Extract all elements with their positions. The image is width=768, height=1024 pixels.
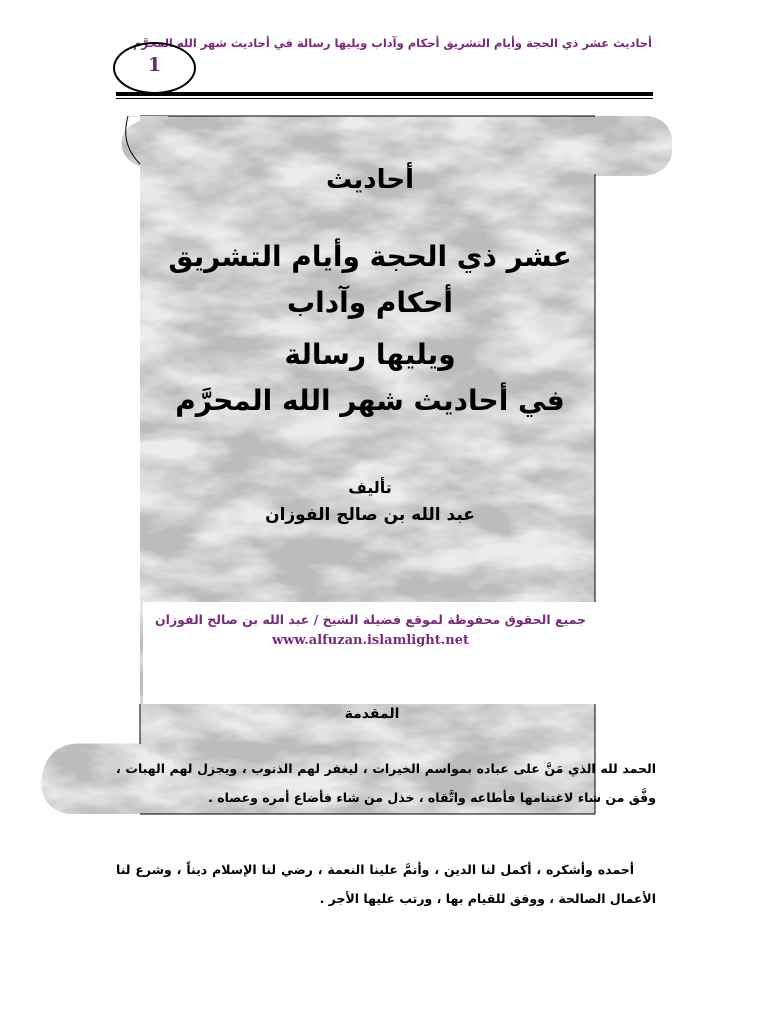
title-line-4: ويليها رسالة bbox=[284, 338, 456, 371]
running-header: أحاديث عشر ذي الحجة وأيام التشريق أحكام وآداب ويليها رسالة في أحاديث شهر الله المحرَّم bbox=[133, 36, 652, 50]
header-rule-thick bbox=[116, 92, 653, 96]
copyright-notice: جميع الحقوق محفوظة لموقع فضيلة الشيخ / عبد الله بن صالح الفوزان bbox=[154, 612, 587, 627]
website-link[interactable]: www.alfuzan.islamlight.net bbox=[271, 633, 470, 648]
author-label: تأليف bbox=[348, 478, 392, 497]
title-line-1: أحاديث bbox=[325, 165, 415, 195]
title-line-3: أحكام وآداب bbox=[287, 286, 453, 319]
author-name: عبد الله بن صالح الفوزان bbox=[265, 505, 475, 525]
intro-heading: المقدمة bbox=[344, 706, 400, 722]
intro-paragraph-1: الحمد لله الذي مَنَّ على عباده بمواسم الخيرات ، ليغفر لهم الذنوب ، ويجزل لهم الهبات ، وفَّق من شاء لاغتنامها فأطاعه واتَّقاه ، خذل من شاء فأضاع أمره وعصاه . bbox=[116, 761, 656, 805]
header-rule-thin bbox=[116, 98, 653, 99]
title-line-5: في أحاديث شهر الله المحرَّم bbox=[175, 384, 565, 417]
page-number: 1 bbox=[147, 54, 162, 76]
intro-paragraph-2: أحمده وأشكره ، أكمل لنا الدين ، وأتمَّ علينا النعمة ، رضي لنا الإسلام ديناً ، وشرع لنا الأعمال الصالحة ، ووفق للقيام بها ، ورتب عليها الأجر . bbox=[116, 862, 656, 906]
title-line-2: عشر ذي الحجة وأيام التشريق bbox=[168, 240, 572, 273]
